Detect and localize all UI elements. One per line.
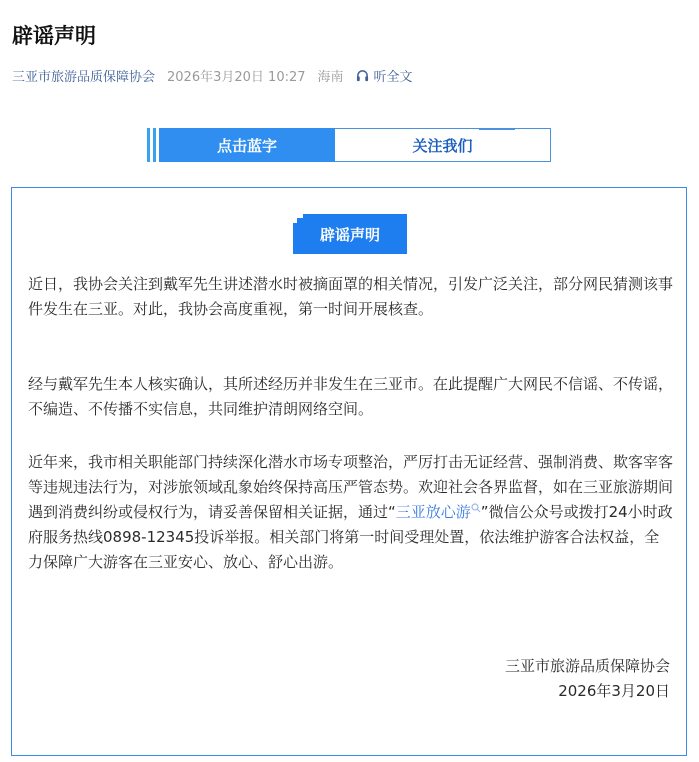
sign-date: 2026年3月20日	[558, 682, 670, 700]
publish-datetime: 2026年3月20日 10:27	[167, 70, 306, 85]
notice-card	[11, 187, 687, 756]
link-label: 三亚放心游	[395, 503, 471, 521]
decor-bar	[147, 128, 150, 162]
listen-button[interactable]	[356, 66, 413, 85]
notice-paragraph-1: 近日，我协会关注到戴军先生讲述潜水时被摘面罩的相关情况，引发广泛关注，部分网民猜测该事件发生在三亚。对此，我协会高度重视，第一时间开展核查。	[28, 275, 674, 318]
location-label: 海南	[317, 70, 344, 85]
page-title: 辟谣声明	[12, 24, 96, 48]
listen-label: 听全文	[373, 70, 413, 85]
decor-bar	[153, 128, 156, 162]
p3-text-after: ”微信公众号或拨打24小时政府服务热线0898-12345投诉举报。相关部门将第一时间受理处置，依法维护游客合法权益，全力保障广大游客在三亚安心、放心、舒心出游。	[28, 503, 673, 571]
follow-banner[interactable]	[147, 128, 552, 162]
notice-paragraph-3	[28, 450, 673, 575]
search-icon	[471, 503, 481, 513]
decor-line	[479, 128, 515, 130]
notice-paragraph-2: 经与戴军先生本人核实确认，其所述经历并非发生在三亚市。在此提醒广大网民不信谣、不传谣，不编造、不传播不实信息，共同维护清朗网络空间。	[28, 375, 674, 418]
sanya-fangxinyou-link[interactable]	[396, 503, 481, 521]
follow-left-label[interactable]: 点击蓝字	[159, 128, 335, 162]
signature: 三亚市旅游品质保障协会	[504, 657, 670, 675]
badge-corner-decor	[297, 218, 303, 224]
badge-label: 辟谣声明	[319, 225, 380, 244]
follow-right-label[interactable]: 关注我们	[335, 128, 551, 162]
notice-badge	[293, 214, 407, 254]
p3-text-before: 近年来，我市相关职能部门持续深化潜水市场专项整治，严厉打击无证经营、强制消费、欺客宰客等违规违法行为，对涉旅领域乱象始终保持高压严管态势。欢迎社会各界监督，如在三亚旅游期间遇到消费纠纷或侵权行为，请妥善保留相关证据，通过“	[28, 453, 674, 521]
article-meta	[12, 66, 413, 85]
publisher-link[interactable]: 三亚市旅游品质保障协会	[12, 70, 156, 85]
headphones-icon	[356, 69, 369, 82]
